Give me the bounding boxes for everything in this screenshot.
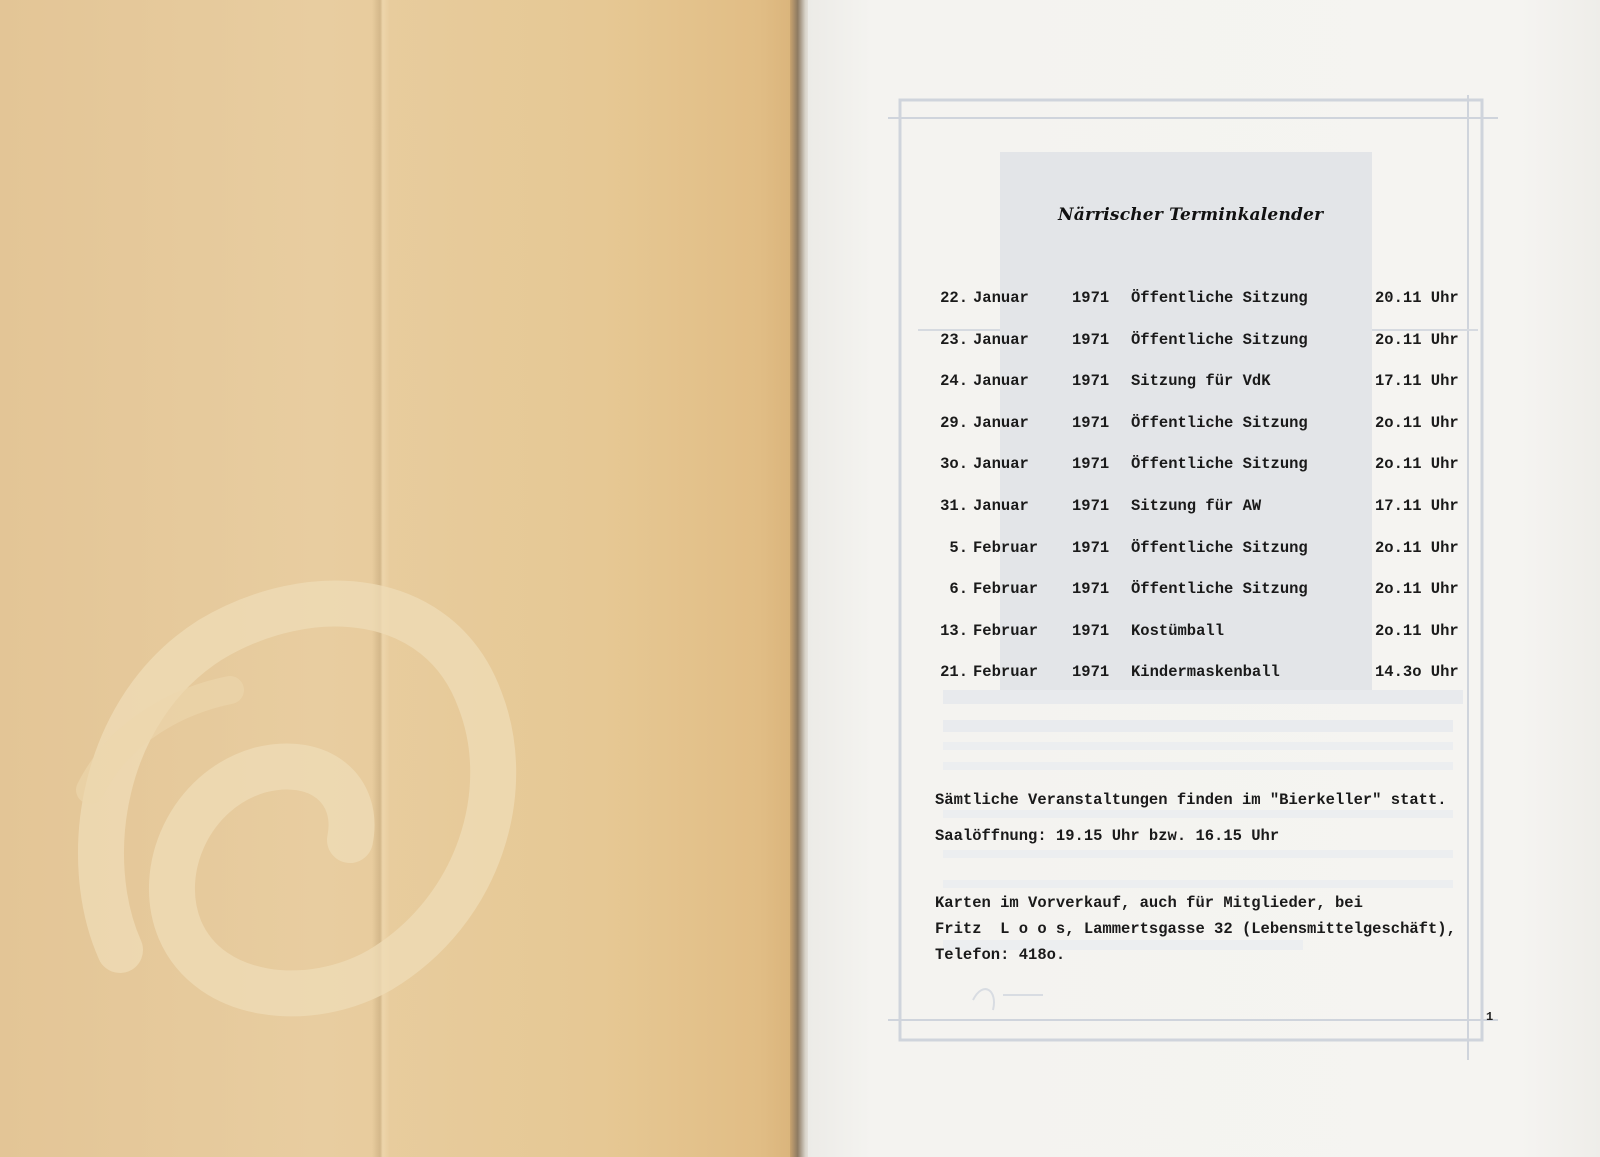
event-name: Öffentliche Sitzung <box>1131 330 1308 349</box>
event-month: Februar <box>973 621 1039 640</box>
tickets-line-1: Karten im Vorverkauf, auch für Mitglieder, bei <box>935 894 1363 912</box>
event-year: 1971 <box>1072 289 1110 307</box>
event-month: Februar <box>973 580 1039 599</box>
event-time: 17.11 Uhr <box>1375 372 1459 391</box>
event-month: Januar <box>973 289 1029 307</box>
event-day: 24. <box>940 372 968 391</box>
event-day: 6. <box>949 580 968 599</box>
event-year: 1971 <box>1072 372 1110 391</box>
event-time: 2o.11 Uhr <box>1375 413 1459 432</box>
event-year: 1971 <box>1072 455 1110 474</box>
event-time: 2o.11 Uhr <box>1375 330 1459 349</box>
event-name: Öffentliche Sitzung <box>1131 413 1308 432</box>
schedule-row <box>935 331 1495 373</box>
event-time: 2o.11 Uhr <box>1375 455 1459 474</box>
event-day: 31. <box>940 496 968 515</box>
event-schedule <box>935 289 1495 705</box>
event-year: 1971 <box>1072 538 1110 557</box>
event-name: Öffentliche Sitzung <box>1131 289 1308 307</box>
event-month: Januar <box>973 330 1029 349</box>
schedule-row <box>935 622 1495 664</box>
event-day: 29. <box>940 413 968 432</box>
schedule-row <box>935 289 1495 331</box>
tickets-line-2: Fritz L o o s, Lammertsgasse 32 (Lebensmittelgeschäft), <box>935 920 1456 938</box>
event-day: 5. <box>949 538 968 557</box>
event-time: 2o.11 Uhr <box>1375 580 1459 599</box>
event-year: 1971 <box>1072 621 1110 640</box>
venue-note: Sämtliche Veranstaltungen finden im "Bierkeller" statt. <box>935 791 1447 809</box>
right-page <box>808 0 1600 1157</box>
event-time: 2o.11 Uhr <box>1375 538 1459 557</box>
event-year: 1971 <box>1072 496 1110 515</box>
event-day: 21. <box>940 663 968 682</box>
schedule-row <box>935 497 1495 539</box>
schedule-row <box>935 663 1495 705</box>
event-time: 20.11 Uhr <box>1375 289 1459 307</box>
event-month: Januar <box>973 413 1029 432</box>
event-day: 13. <box>940 621 968 640</box>
event-day: 23. <box>940 330 968 349</box>
event-year: 1971 <box>1072 413 1110 432</box>
event-name: Sitzung für VdK <box>1131 372 1271 391</box>
event-month: Januar <box>973 496 1029 515</box>
schedule-row <box>935 539 1495 581</box>
event-year: 1971 <box>1072 580 1110 599</box>
water-stain <box>60 530 530 1050</box>
page-title: Närrischer Terminkalender <box>1058 205 1324 225</box>
schedule-row <box>935 372 1495 414</box>
schedule-row <box>935 580 1495 622</box>
page-number: 1 <box>1486 1010 1494 1024</box>
event-name: Öffentliche Sitzung <box>1131 455 1308 474</box>
schedule-row <box>935 414 1495 456</box>
event-year: 1971 <box>1072 330 1110 349</box>
event-day: 3o. <box>940 455 968 474</box>
tickets-line-3: Telefon: 418o. <box>935 946 1066 964</box>
event-month: Januar <box>973 455 1029 474</box>
event-name: Öffentliche Sitzung <box>1131 538 1308 557</box>
event-time: 14.3o Uhr <box>1375 663 1459 682</box>
event-name: Kostümball <box>1131 621 1225 640</box>
event-name: Kindermaskenball <box>1131 663 1280 682</box>
event-time: 2o.11 Uhr <box>1375 621 1459 640</box>
event-month: Februar <box>973 663 1039 682</box>
opening-note: Saalöffnung: 19.15 Uhr bzw. 16.15 Uhr <box>935 827 1280 845</box>
event-name: Öffentliche Sitzung <box>1131 580 1308 599</box>
event-day: 22. <box>940 289 968 307</box>
event-time: 17.11 Uhr <box>1375 496 1459 515</box>
schedule-row <box>935 455 1495 497</box>
event-month: Februar <box>973 538 1039 557</box>
event-name: Sitzung für AW <box>1131 496 1262 515</box>
event-month: Januar <box>973 372 1029 391</box>
event-year: 1971 <box>1072 663 1110 682</box>
